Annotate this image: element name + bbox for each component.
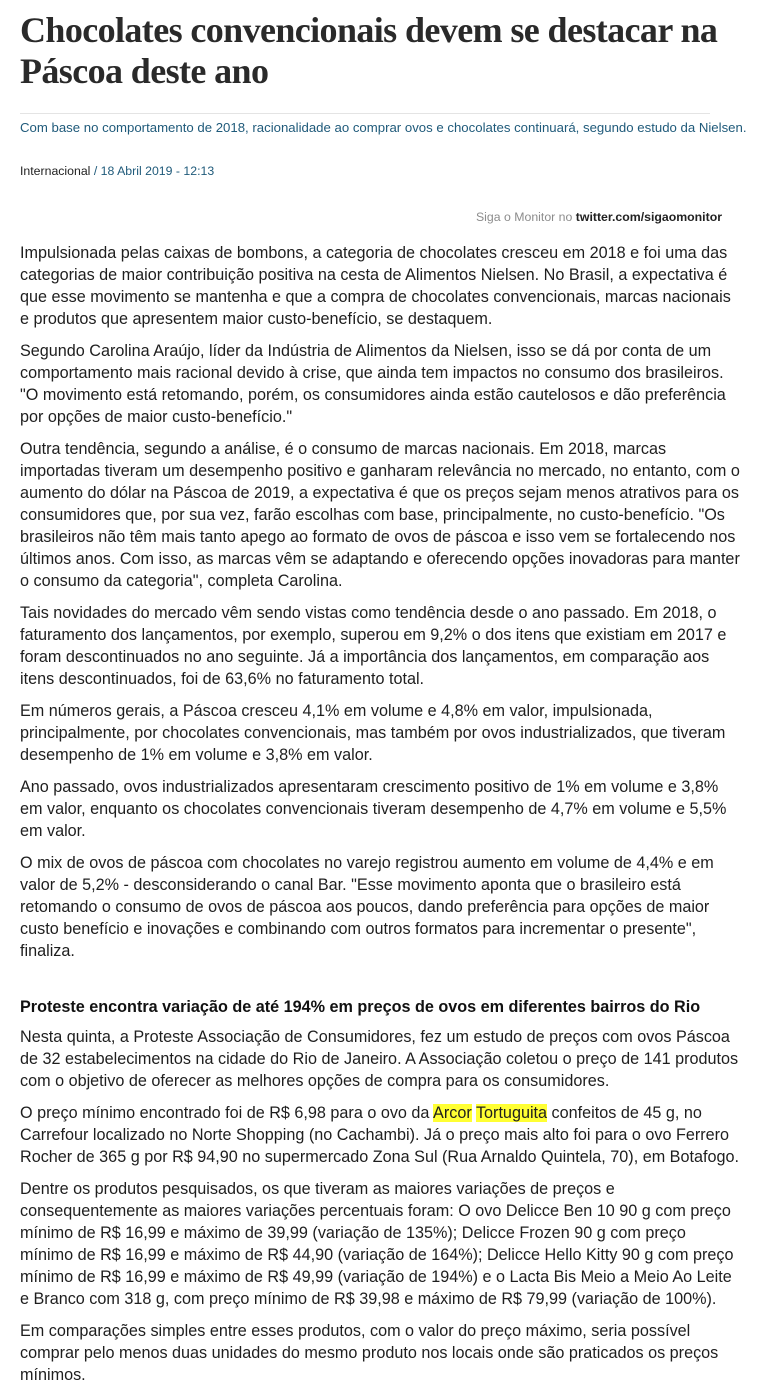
title-divider	[20, 113, 710, 114]
article	[20, 0, 747, 1396]
paragraph: O mix de ovos de páscoa com chocolates no varejo registrou aumento em volume de 4,4% e em valor de 5,2% - desconsiderando o canal Bar. "Esse movimento aponta que o brasileiro está retomando o consumo de ovos de páscoa aos poucos, dando preferência para opções de maior custo benefício e inovações e combinando com outros formatos para incrementar o presente", finaliza.	[20, 854, 714, 960]
publish-date: / 18 Abril 2019 - 12:13	[93, 164, 215, 178]
article-body	[20, 242, 742, 1386]
subheading: Proteste encontra variação de até 194% em preços de ovos em diferentes bairros do Rio	[20, 998, 701, 1016]
article-standfirst: Com base no comportamento de 2018, racionalidade ao comprar ovos e chocolates continuará, segundo estudo da Nielsen.	[20, 120, 747, 135]
paragraph: Segundo Carolina Araújo, líder da Indústria de Alimentos da Nielsen, isso se dá por conta de um comportamento mais racional devido à crise, que ainda tem impactos no consumo dos brasileiros. "O movimento está retomando, porém, os consumidores ainda estão cautelosos e dão preferência por opções de maior custo-benefício."	[20, 342, 726, 426]
highlight-arcor: Arcor	[433, 1104, 472, 1122]
paragraph: Tais novidades do mercado vêm sendo vistas como tendência desde o ano passado. Em 2018, o faturamento dos lançamentos, por exemplo, superou em 9,2% o dos itens que existiam em 2017 e foram descontinuados no ano seguinte. Já a importância dos lançamentos, em comparação aos itens descontinuados, foi de 63,6% no faturamento total.	[20, 604, 727, 688]
article-title: Chocolates convencionais devem se destacar na Páscoa deste ano	[20, 10, 718, 91]
paragraph: Em números gerais, a Páscoa cresceu 4,1% em volume e 4,8% em valor, impulsionada, principalmente, por chocolates convencionais, mas também por ovos industrializados, que tiveram desempenho de 1% em volume e 3,8% em valor.	[20, 702, 726, 764]
highlight-tortuguita: Tortuguita	[475, 1104, 548, 1122]
paragraph: Ano passado, ovos industrializados apresentaram crescimento positivo de 1% em volume e 3,8% em valor, enquanto os chocolates convencionais tiveram desempenho de 4,7% em volume e 5,5% em valor.	[20, 778, 727, 840]
section-link[interactable]: Internacional	[20, 164, 91, 178]
paragraph: Outra tendência, segundo a análise, é o consumo de marcas nacionais. Em 2018, marcas importadas tiveram um desempenho positivo e ganharam relevância no mercado, no entanto, com o aumento do dólar na Páscoa de 2019, a expectativa é que os preços sejam menos atrativos para os consumidores que, por sua vez, farão escolhas com base, principalmente, no custo-benefício. "Os brasileiros não têm mais tanto apego ao formato de ovos de páscoa e isso vem se fortalecendo nos últimos anos. Com isso, as marcas vêm se adaptando e oferecendo opções inovadoras para manter o consumo da categoria", completa Carolina.	[20, 440, 740, 590]
paragraph: Nesta quinta, a Proteste Associação de Consumidores, fez um estudo de preços com ovos Páscoa de 32 estabelecimentos na cidade do Rio de Janeiro. A Associação coletou o preço de 141 produtos com o objetivo de oferecer as melhores opções de compra para os consumidores.	[20, 1028, 739, 1090]
paragraph: Em comparações simples entre esses produtos, com o valor do preço máximo, seria possível comprar pelo menos duas unidades do mesmo produto nos locais onde são praticados os preços mínimos.	[20, 1322, 719, 1384]
article-meta	[20, 163, 742, 179]
text-fragment: O preço mínimo encontrado foi de R$ 6,98 para o ovo da	[20, 1104, 434, 1122]
twitter-link[interactable]: twitter.com/sigaomonitor	[575, 210, 722, 224]
text-fragment: confeitos de 45 g, no Carrefour localizado no Norte Shopping (no Cachambi). Já o preço mais alto foi para o ovo Ferrero Rocher de 365 g por R$ 94,90 no supermercado Zona Sul (Rua Arnaldo Quintela, 70), em Botafogo.	[20, 1104, 739, 1166]
follow-line	[20, 209, 722, 225]
follow-prefix: Siga o Monitor no	[475, 210, 573, 224]
paragraph: Dentre os produtos pesquisados, os que tiveram as maiores variações de preços e consequentemente as maiores variações percentuais foram: O ovo Delicce Ben 10 90 g com preço mínimo de R$ 16,99 e máximo de 39,99 (variação de 135%); Delicce Frozen 90 g com preço mínimo de R$ 16,99 e máximo de R$ 44,90 (variação de 164%); Delicce Hello Kitty 90 g com preço mínimo de R$ 16,99 e máximo de R$ 49,99 (variação de 194%) e o Lacta Bis Meio a Meio Ao Leite e Branco com 318 g, com preço mínimo de R$ 39,98 e máximo de R$ 79,99 (variação de 100%).	[20, 1180, 734, 1308]
paragraph: Impulsionada pelas caixas de bombons, a categoria de chocolates cresceu em 2018 e foi uma das categorias de maior contribuição positiva na cesta de Alimentos Nielsen. No Brasil, a expectativa é que esse movimento se mantenha e que a compra de chocolates convencionais, marcas nacionais e produtos que apresentem maior custo-benefício, se destaquem.	[20, 244, 731, 328]
paragraph-with-highlights	[20, 1102, 742, 1168]
